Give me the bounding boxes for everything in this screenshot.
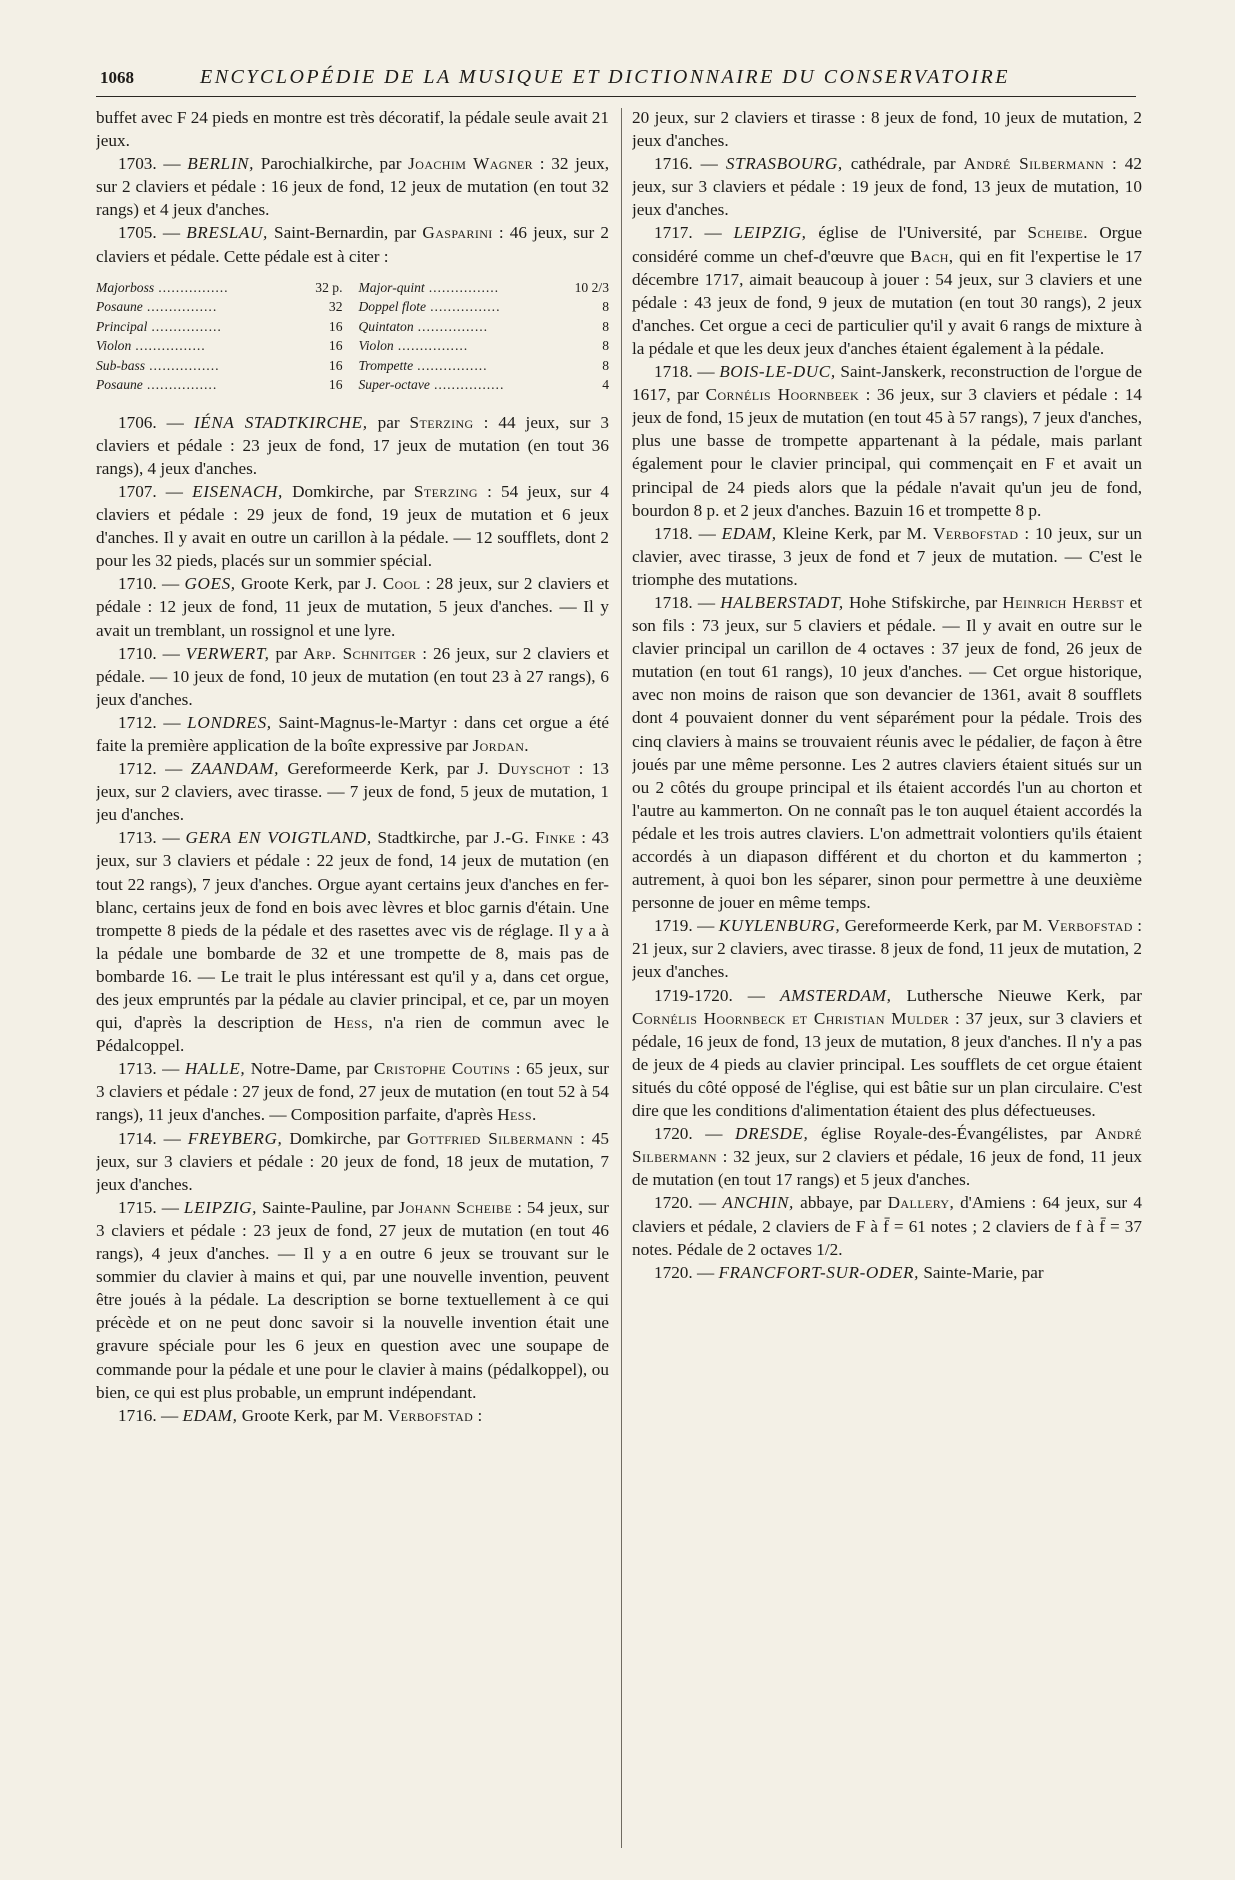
entry-text: : 42 jeux, sur 3 claviers et pédale : 19 jeux de fond, 13 jeux de mutation, 10 jeux d'anches. [632,154,1142,220]
stop-row [96,278,609,298]
entry-builder: Dallery [887,1193,950,1213]
stop-row [96,356,609,376]
entry-text: par [367,412,410,432]
entry-city: BOIS-LE-DUC, [719,362,836,382]
entry [96,152,609,221]
left-column [96,106,609,1846]
entry [96,711,609,757]
entry-year: 1705. — [118,223,187,243]
entry-text: : [473,1405,483,1425]
entry-builder: André Silbermann [963,154,1105,174]
entry-builder: Heinrich Herbst [1002,592,1125,612]
entry-year: 1715. — [118,1197,184,1217]
entry-builder: Sterzing [413,481,478,501]
entry-text: église de l'Université, par [806,223,1028,243]
entry-text: : 45 jeux, sur 3 claviers et pédale : 20 jeux de fond, 18 jeux de mutation, 7 jeux d'anches. [96,1128,609,1194]
stop-row [96,375,609,395]
entry-year: 1710. — [118,643,186,663]
entry-text: abbaye, par [793,1193,888,1213]
entry-text: Sainte-Marie, par [919,1262,1044,1282]
entry-year: 1713. — [118,828,186,848]
entry-text: : 32 jeux, sur 2 claviers et pédale, 16 jeux de fond, 11 jeux de mutation (en tout 17 rangs) et 5 jeux d'anches. [632,1147,1142,1190]
entry [96,757,609,826]
entry-text: Gereformeerde Kerk, par [840,916,1023,936]
entry-builder: André Silbermann [632,1124,1142,1167]
entry-text: Groote Kerk, par [237,1405,364,1425]
entry-city: DRESDE, [734,1124,809,1144]
entry-builder: Gottfried Silbermann [406,1128,574,1148]
entry-text: , qui en fit l'expertise le 17 décembre 1717, aimait beaucoup à jouer : 54 jeux, sur 3 claviers et une pédale : 43 jeux de fond, 9 jeux de mutation (en tout 30 rangs), 2 jeux d'anches. Cet orgue a ceci de particulier qu'il y avait 6 rangs de mixture à la pédale et que les deux jeux d'anches étaient également à la pédale. [632,246,1142,358]
entry [632,1261,1142,1284]
entry-builder: Hess [333,1013,369,1033]
paragraph: buffet avec F 24 pieds en montre est très décoratif, la pédale seule avait 21 jeux. [96,108,609,151]
stop-name: Sub-bass [96,357,146,373]
stop-size: 8 [602,357,609,373]
entry-city: GERA EN VOIGTLAND, [185,828,372,848]
stop-row [96,336,609,356]
right-column [632,106,1142,1846]
entry [632,152,1142,221]
stop-name: Violon [358,338,394,354]
entry-text: , n'a rien de commun avec le Pédalcoppel. [96,1013,609,1056]
entry [96,1057,609,1126]
entry-builder: Joachim Wagner [408,154,534,174]
entry-text: Saint-Janskerk, reconstruction de l'orgue de 1617, par [632,362,1142,405]
entry-city: GOES, [184,574,236,594]
entry-year: 1710. — [118,574,185,594]
entry-year: 1718. — [654,523,722,543]
stop-size: 16 [328,338,343,354]
entry-city: FRANCFORT-SUR-ODER, [718,1262,920,1282]
entry-text: : 46 jeux, sur 2 claviers et pédale. Cette pédale est à citer : [96,223,609,266]
entry [96,826,609,1057]
entry-text: Hohe Stifskirche, par [843,592,1003,612]
stop-name: Violon [96,338,132,354]
entry-city: LEIPZIG, [733,223,807,243]
entry-text: : 44 jeux, sur 3 claviers et pédale : 23 jeux de fond, 17 jeux de mutation (en tout 36 rangs), 4 jeux d'anches. [96,412,609,478]
entry [632,1122,1142,1191]
entry-text: église Royale-des-Évangélistes, par [808,1124,1095,1144]
entry-text: : 10 jeux, sur un clavier, avec tirasse, 3 jeux de fond et 7 jeux de mutation. — C'est le triomphe des mutations. [632,523,1142,589]
entry [632,591,1142,914]
entry-year: 1718. — [654,592,721,612]
entry-builder: Hess [497,1105,532,1125]
entry [632,360,1142,522]
entry-text: : 54 jeux, sur 3 claviers et pédale : 23 jeux de fond, 27 jeux de mutation (en tout 46 rangs), 4 jeux d'anches. — Il y a en outre 6 jeux se trouvant sur le sommier du clavier à mains et qui, par une nouvelle invention, peuvent être joués à la pédale. La description se borne textuellement à ce qui précède et on ne peut donc savoir si la nouvelle invention était une gravure spéciale pour les 6 jeux en question avec une soupape de commande pour la pédale et une pour le clavier à mains (pédalkoppel), ou bien, ce qui est plus probable, un emprunt indépendant. [96,1197,609,1402]
entry-text: et son fils : 73 jeux, sur 5 claviers et pédale. — Il y avait en outre sur le clavier principal un carillon de 4 octaves : 37 jeux de fond, 26 jeux de mutation (en tout 61 rangs), 10 jeux d'anches. — Cet orgue historique, avec non moins de raison que son devancier de 1361, avait 8 soufflets dont 4 pouvaient donner du vent séparément pour la pédale. Trois des cinq claviers à mains se trouvaient réunis avec le pédalier, de façon à être joués par une même personne. Les 2 autres claviers étaient situés sur un ou 2 côtés du groupe principal et ils étaient accordés l'un au chorton et l'autre au kammerton. On ne connaît pas le ton auquel étaient accordés la pédale et les trois autres claviers. L'on admettrait volontiers qu'ils étaient accordés à un diapason différent et du chorton et du kammerton ; autrement, à quoi bon les séparer, sinon pour permettre à une deuxième personne de jouer en même temps. [632,592,1142,913]
stop-size: 16 [328,318,343,334]
entry-city: FREYBERG, [187,1128,283,1148]
entry-year: 1720. — [654,1124,735,1144]
stop-list-table [96,278,609,395]
entry [96,480,609,572]
entry-text: : 43 jeux, sur 3 claviers et pédale : 22 jeux de fond, 14 jeux de mutation (en tout 22 rangs), 7 jeux d'anches. Orgue ayant certains jeux d'anches en fer-blanc, certains jeux de fond en bois avec lèvres et bloc garnis d'étain. Une trompette 8 pieds de la pédale et des rasettes avec vis de réglage. Il y a à la pédale une bombarde de 32 et une trompette de 8, mais pas de bombarde 16. — Le trait le plus intéressant est qu'il y a, dans cet orgue, des jeux empruntés par la pédale au clavier principal, et ce, par un moyen qui, d'après la description de [96,828,609,1033]
stop-name: Major-quint [358,279,425,295]
entry-city: EDAM, [721,523,777,543]
entry [632,221,1142,360]
entry-text: Groote Kerk, par [235,574,366,594]
entry-builder: Sterzing [409,412,474,432]
stop-name: Posaune [96,299,143,315]
running-head: ENCYCLOPÉDIE DE LA MUSIQUE ET DICTIONNAIRE DU CONSERVATOIRE [200,66,1010,88]
entry-year: 1716. — [118,1405,183,1425]
entry-year: 1713. — [118,1059,185,1079]
stop-row [96,317,609,337]
entry-builder: Scheibe [1027,223,1084,243]
entry-builder: M. Verbofstad [363,1405,474,1425]
entry-builder: Gasparini [422,223,493,243]
entry-text: Domkirche, par [282,481,414,501]
entry-year: 1720. — [654,1262,719,1282]
entry-builder: Jordan [472,735,525,755]
entry [632,914,1142,983]
stop-size: 16 [328,377,343,393]
entry-text: Domkirche, par [282,1128,407,1148]
entry [632,522,1142,591]
entry-text: Kleine Kerk, par [776,523,907,543]
entry-text: . Orgue considéré comme un chef-d'œuvre que [632,223,1142,266]
entry-text: Parochialkirche, par [254,154,409,174]
entry-text: : 28 jeux, sur 2 claviers et pédale : 12 jeux de fond, 11 jeux de mutation, 5 jeux d'anches. — Il y avait un tremblant, un rossignol et une lyre. [96,574,609,640]
entry-city: AMSTERDAM, [780,985,892,1005]
entry-text: Notre-Dame, par [245,1059,374,1079]
entry [632,1191,1142,1260]
entry-city: LONDRES, [187,712,272,732]
entry-text: par [269,643,304,663]
entry-text: : 65 jeux, sur 3 claviers et pédale : 27 jeux de fond, 27 jeux de mutation (en tout 52 à 54 rangs), 11 jeux d'anches. — Composition parfaite, d'après [96,1059,609,1125]
entry-year: 1707. — [118,481,193,501]
page-header [96,66,1136,97]
entry [96,411,609,480]
entry-year: 1719-1720. — [654,985,780,1005]
stop-row [96,297,609,317]
entry-city: HALLE, [184,1059,246,1079]
entry-year: 1718. — [654,362,720,382]
entry [96,1127,609,1196]
entry-text: Sainte-Pauline, par [256,1197,399,1217]
entry-builder: Cornélis Hoornbeck et Christian Mulder [632,1008,949,1028]
stop-size: 8 [602,338,609,354]
stop-name: Trompette [358,357,414,373]
paragraph: 20 jeux, sur 2 claviers et tirasse : 8 jeux de fond, 10 jeux de mutation, 2 jeux d'anches. [632,108,1142,151]
entry-text: Gereformeerde Kerk, par [279,759,478,779]
entry-builder: M. Verbofstad [906,523,1019,543]
entry-text: cathédrale, par [842,154,964,174]
entry-text: : 36 jeux, sur 3 claviers et pédale : 14 jeux de fond, 15 jeux de mutation (en tout 45 à 57 rangs), 7 jeux d'anches, plus une basse de trompette appartenant à la pédale, mais parlant également pour le clavier principal, qui commençait en F et avait un principal de 24 pieds alors que la pédale n'avait qu'un jeu de fond, bourdon 8 p. et 2 jeux d'anches. Bazuin 16 et trompette 8 p. [632,385,1142,520]
entry-builder: J.-G. Finke [493,828,576,848]
entry-year: 1719. — [654,916,719,936]
stop-name: Posaune [96,377,143,393]
entry-year: 1706. — [118,412,194,432]
entry-city: STRASBOURG, [725,154,843,174]
entry-city: ZAANDAM, [190,759,280,779]
entry-builder: J. Cool [365,574,421,594]
entry-text: : 13 jeux, sur 2 claviers, avec tirasse. — 7 jeux de fond, 5 jeux de mutation, 1 jeu d'anches. [96,759,609,825]
entry-builder: M. Verbofstad [1022,916,1133,936]
entry-city: EDAM, [182,1405,238,1425]
entry [96,572,609,641]
entry-text: . [524,735,529,755]
entry-city: BERLIN, [187,154,254,174]
entry-text: Luthersche Nieuwe Kerk, par [891,985,1142,1005]
entry-year: 1703. — [118,154,188,174]
entry-text: Saint-Bernardin, par [267,223,423,243]
entry-city: EISENACH, [192,481,283,501]
entry-year: 1720. — [654,1193,723,1213]
stop-size: 4 [602,377,609,393]
column-divider [621,108,622,1848]
entry-builder: Cornélis Hoornbeek [705,385,860,405]
stop-size: 32 [328,299,343,315]
entry-city: ANCHIN, [722,1193,794,1213]
stop-name: Majorboss [96,279,155,295]
page-number: 1068 [100,68,134,87]
entry [96,1196,609,1404]
stop-size: 16 [328,357,343,373]
entry-city: BRESLAU, [186,223,268,243]
entry-text: Stadtkirche, par [371,828,494,848]
entry-text: Saint-Magnus-le-Martyr : dans cet orgue a été faite la première application de la boîte expressive par [96,712,609,755]
entry-text: : 37 jeux, sur 3 claviers et pédale, 16 jeux de fond, 13 jeux de mutation, 8 jeux d'anches. Il n'y a pas de jeux de 4 pieds au clavier principal. Les soufflets de cet orgue étaient situés du côté opposé de l'église, qui est bâtie sur un plan circulaire. C'est dire que les conditions d'alimentation étaient des plus défectueuses. [632,1008,1142,1121]
stop-size: 8 [602,299,609,315]
stop-size: 10 2/3 [574,279,609,295]
entry-city: LEIPZIG, [183,1197,257,1217]
entry-city: HALBERSTADT, [720,592,844,612]
entry-builder: Bach [910,246,949,266]
entry-text: : 54 jeux, sur 4 claviers et pédale : 29 jeux de fond, 19 jeux de mutation et 6 jeux d'anches. Il y avait en outre un carillon à la pédale. — 12 soufflets, dont 2 pour les 32 pieds, placés sur un sommier spécial. [96,481,609,571]
entry-text: . [531,1105,537,1125]
entry-builder: J. Duyschot [477,759,571,779]
stop-size: 32 p. [315,279,343,295]
entry-year: 1712. — [118,712,188,732]
stop-name: Super-octave [358,377,430,393]
entry [96,221,609,267]
entry-text: , d'Amiens : 64 jeux, sur 4 claviers et pédale, 2 claviers de F à f̄ = 61 notes ; 2 claviers de f à f̄ = 37 notes. Pédale de 2 octaves 1/2. [632,1193,1142,1259]
entry-builder: Cristophe Coutins [373,1059,511,1079]
stop-name: Quintaton [358,318,414,334]
entry-year: 1716. — [654,154,726,174]
entry-city: VERWERT, [185,643,270,663]
entry-text: : 32 jeux, sur 2 claviers et pédale : 16 jeux de fond, 12 jeux de mutation (en tout 32 rangs) et 4 jeux d'anches. [96,154,609,220]
entry-year: 1717. — [654,223,734,243]
entry-year: 1714. — [118,1128,188,1148]
stop-size: 8 [602,318,609,334]
entry-year: 1712. — [118,759,191,779]
entry-city: KUYLENBURG, [718,916,841,936]
entry-city: IÉNA STADTKIRCHE, [193,412,368,432]
entry-builder: Arp. Schnitger [303,643,417,663]
entry [96,642,609,711]
entry [96,1404,609,1427]
stop-name: Principal [96,318,148,334]
entry [632,984,1142,1123]
stop-name: Doppel flote [358,299,427,315]
entry-builder: Johann Scheibe [398,1197,513,1217]
entry-text: : 21 jeux, sur 2 claviers, avec tirasse. 8 jeux de fond, 11 jeux de mutation, 2 jeux d'anches. [632,916,1142,982]
entry-text: : 26 jeux, sur 2 claviers et pédale. — 10 jeux de fond, 10 jeux de mutation (en tout 23 à 27 rangs), 6 jeux d'anches. [96,643,609,709]
